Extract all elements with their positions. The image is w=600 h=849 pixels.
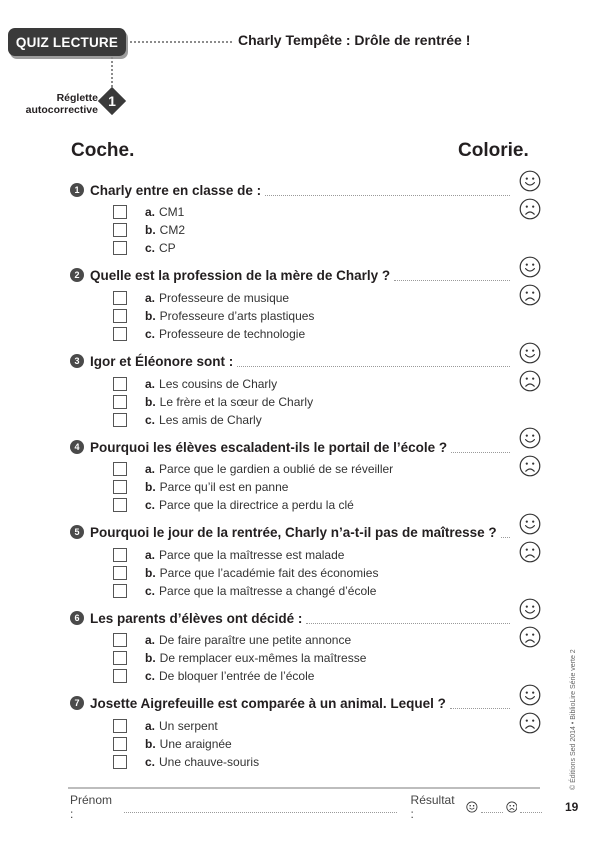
checkbox[interactable] [113, 395, 127, 409]
option-text: Une araignée [159, 737, 232, 751]
question-text: Quelle est la profession de la mère de Charly ? [90, 267, 391, 283]
option-text: De remplacer eux-mêmes la maîtresse [159, 651, 367, 665]
option-text: CP [159, 241, 176, 255]
checkbox[interactable] [113, 719, 127, 733]
coche-heading: Coche. [71, 140, 135, 161]
option-3c[interactable] [113, 413, 262, 427]
checkbox[interactable] [113, 223, 127, 237]
option-text: Professeure de technologie [159, 327, 306, 341]
footer-rule [68, 787, 540, 789]
option-1c[interactable] [113, 241, 176, 255]
sad-count-field[interactable] [520, 812, 542, 813]
dotted-leader [451, 452, 510, 453]
question-text: Pourquoi les élèves escaladent-ils le portail de l’école ? [90, 439, 448, 455]
option-letter: a. [145, 633, 156, 647]
question-5 [70, 523, 510, 541]
smiley-sad-icon[interactable] [519, 626, 541, 648]
option-letter: b. [145, 566, 156, 580]
option-letter: b. [145, 309, 156, 323]
question-number-badge: 7 [70, 696, 84, 710]
option-4c[interactable] [113, 498, 354, 512]
option-3b[interactable] [113, 395, 313, 409]
option-4b[interactable] [113, 480, 288, 494]
smiley-sad-icon[interactable] [519, 541, 541, 563]
option-letter: b. [145, 223, 156, 237]
option-letter: b. [145, 737, 156, 751]
option-7b[interactable] [113, 737, 232, 751]
dotted-leader [265, 195, 510, 196]
question-6 [70, 609, 510, 627]
prenom-field[interactable] [124, 812, 397, 813]
option-6b[interactable] [113, 651, 366, 665]
question-number-badge: 1 [70, 183, 84, 197]
checkbox[interactable] [113, 377, 127, 391]
option-text: Professeure de musique [159, 291, 290, 305]
checkbox[interactable] [113, 498, 127, 512]
option-letter: a. [145, 377, 156, 391]
option-4a[interactable] [113, 462, 393, 476]
question-number-badge: 4 [70, 440, 84, 454]
checkbox[interactable] [113, 669, 127, 683]
checkbox[interactable] [113, 737, 127, 751]
question-text: Charly entre en classe de : [90, 182, 262, 198]
book-title: Charly Tempête : Drôle de rentrée ! [238, 32, 471, 48]
checkbox[interactable] [113, 584, 127, 598]
option-text: Une chauve-souris [159, 755, 260, 769]
smiley-sad-icon[interactable] [519, 284, 541, 306]
checkbox[interactable] [113, 327, 127, 341]
page-number: 19 [565, 800, 579, 814]
reglette-number: 1 [108, 93, 116, 109]
option-text: Parce que l’académie fait des économies [159, 566, 379, 580]
option-letter: b. [145, 395, 156, 409]
smiley-happy-icon[interactable] [519, 342, 541, 364]
option-letter: a. [145, 205, 156, 219]
smiley-happy-icon[interactable] [519, 513, 541, 535]
question-text: Josette Aigrefeuille est comparée à un animal. Lequel ? [90, 695, 446, 711]
option-letter: a. [145, 291, 156, 305]
dotted-leader [450, 708, 510, 709]
checkbox[interactable] [113, 205, 127, 219]
option-5b[interactable] [113, 566, 378, 580]
option-text: Parce que la maîtresse est malade [159, 548, 345, 562]
checkbox[interactable] [113, 633, 127, 647]
option-letter: c. [145, 327, 156, 341]
prenom-label: Prénom : [70, 793, 113, 821]
option-letter: b. [145, 651, 156, 665]
dotted-leader [394, 280, 510, 281]
option-text: CM1 [159, 205, 185, 219]
option-6c[interactable] [113, 669, 314, 683]
question-7 [70, 694, 510, 712]
smiley-sad-icon[interactable] [519, 370, 541, 392]
question-text: Pourquoi le jour de la rentrée, Charly n’a-t-il pas de maîtresse ? [90, 524, 497, 540]
checkbox[interactable] [113, 755, 127, 769]
option-text: De bloquer l’entrée de l’école [159, 669, 315, 683]
option-letter: c. [145, 755, 156, 769]
option-text: Le frère et la sœur de Charly [159, 395, 314, 409]
question-text: Les parents d’élèves ont décidé : [90, 610, 303, 626]
footer [70, 793, 542, 821]
reglette-label-line1: Réglette [56, 92, 98, 104]
option-2a[interactable] [113, 291, 289, 305]
reglette-label [20, 92, 98, 116]
question-number-badge: 2 [70, 268, 84, 282]
option-3a[interactable] [113, 377, 277, 391]
smiley-sad-icon[interactable] [519, 712, 541, 734]
smiley-happy-icon[interactable] [519, 427, 541, 449]
checkbox[interactable] [113, 309, 127, 323]
smiley-sad-icon[interactable] [519, 455, 541, 477]
checkbox[interactable] [113, 566, 127, 580]
option-text: Les cousins de Charly [159, 377, 278, 391]
option-5a[interactable] [113, 548, 344, 562]
checkbox[interactable] [113, 413, 127, 427]
option-letter: b. [145, 480, 156, 494]
checkbox[interactable] [113, 241, 127, 255]
option-2b[interactable] [113, 309, 314, 323]
dotted-leader [237, 366, 510, 367]
option-letter: a. [145, 462, 156, 476]
checkbox[interactable] [113, 291, 127, 305]
question-number-badge: 5 [70, 525, 84, 539]
option-5c[interactable] [113, 584, 376, 598]
option-text: Professeure d’arts plastiques [159, 309, 315, 323]
option-letter: a. [145, 548, 156, 562]
option-letter: c. [145, 498, 156, 512]
option-text: Parce que la directrice a perdu la clé [159, 498, 354, 512]
option-letter: c. [145, 241, 156, 255]
option-2c[interactable] [113, 327, 305, 341]
option-letter: c. [145, 413, 156, 427]
dotted-leader [306, 623, 510, 624]
header-dotted-connector-vertical [111, 57, 113, 87]
checkbox[interactable] [113, 548, 127, 562]
checkbox[interactable] [113, 651, 127, 665]
smiley-happy-icon [466, 801, 478, 813]
option-text: Parce que le gardien a oublié de se réveiller [159, 462, 394, 476]
option-6a[interactable] [113, 633, 351, 647]
quiz-lecture-badge: QUIZ LECTURE [8, 28, 126, 56]
option-letter: a. [145, 719, 156, 733]
smiley-happy-icon[interactable] [519, 598, 541, 620]
option-letter: c. [145, 584, 156, 598]
option-text: Les amis de Charly [159, 413, 262, 427]
resultat-label: Résultat : [410, 793, 455, 821]
question-text: Igor et Éléonore sont : [90, 353, 234, 369]
option-text: Parce que la maîtresse a changé d’école [159, 584, 377, 598]
question-2 [70, 266, 510, 284]
smiley-happy-icon[interactable] [519, 256, 541, 278]
option-1a[interactable] [113, 205, 184, 219]
colorie-heading: Colorie. [458, 140, 529, 161]
question-1 [70, 181, 510, 199]
option-text: De faire paraître une petite annonce [159, 633, 352, 647]
header-dotted-connector [130, 41, 232, 43]
option-text: Un serpent [159, 719, 218, 733]
happy-count-field[interactable] [481, 812, 503, 813]
dotted-leader [501, 537, 510, 538]
smiley-sad-icon[interactable] [519, 198, 541, 220]
reglette-label-line2: autocorrective [25, 104, 98, 116]
option-text: CM2 [159, 223, 186, 237]
question-number-badge: 6 [70, 611, 84, 625]
checkbox[interactable] [113, 480, 127, 494]
smiley-happy-icon[interactable] [519, 170, 541, 192]
smiley-happy-icon[interactable] [519, 684, 541, 706]
question-number-badge: 3 [70, 354, 84, 368]
question-3 [70, 352, 510, 370]
option-7a[interactable] [113, 719, 218, 733]
option-1b[interactable] [113, 223, 185, 237]
option-letter: c. [145, 669, 156, 683]
checkbox[interactable] [113, 462, 127, 476]
option-7c[interactable] [113, 755, 259, 769]
question-4 [70, 438, 510, 456]
option-text: Parce qu’il est en panne [159, 480, 289, 494]
copyright-credit: © Éditions Sed 2014 • BiblioLire Série verte 2 [570, 649, 577, 790]
smiley-sad-icon [506, 801, 518, 813]
